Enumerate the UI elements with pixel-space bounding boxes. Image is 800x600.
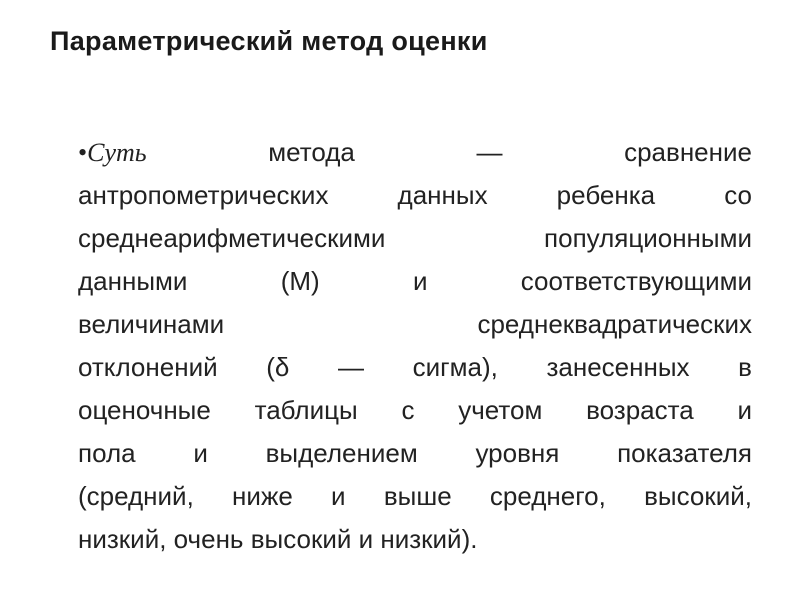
bullet-text-line: пола и выделением уровня показателя	[78, 438, 752, 468]
bullet-line-5	[78, 303, 752, 346]
bullet-text-line: данными (M) и соответствующими	[78, 266, 752, 296]
slide-title: Параметрический метод оценки	[50, 26, 488, 56]
bullet-text-line: отклонений (δ — сигма), занесенных в	[78, 352, 752, 382]
bullet-line-9	[78, 475, 752, 518]
bullet-line-8	[78, 432, 752, 475]
bullet-line-7	[78, 389, 752, 432]
bullet-text-line: оценочные таблицы с учетом возраста и	[78, 395, 752, 425]
bullet-line-2	[78, 174, 752, 217]
bullet-text-line: метода — сравнение	[268, 137, 752, 167]
bullet-text-line: среднеарифметическими популяционными	[78, 223, 752, 253]
bullet-text-line: антропометрических данных ребенка со	[78, 180, 752, 210]
bullet-text-line: низкий, очень высокий и низкий).	[78, 524, 478, 554]
bullet-text-line: величинами среднеквадратических	[78, 309, 752, 339]
bullet-lead-word: Суть	[87, 138, 147, 167]
bullet-line-10	[78, 518, 752, 561]
bullet-line-6	[78, 346, 752, 389]
bullet-paragraph	[78, 131, 752, 561]
bullet-line-4	[78, 260, 752, 303]
bullet-marker: •	[78, 138, 88, 167]
bullet-line-1	[78, 131, 752, 174]
bullet-line-3	[78, 217, 752, 260]
bullet-text-line: (средний, ниже и выше среднего, высокий,	[78, 481, 752, 511]
